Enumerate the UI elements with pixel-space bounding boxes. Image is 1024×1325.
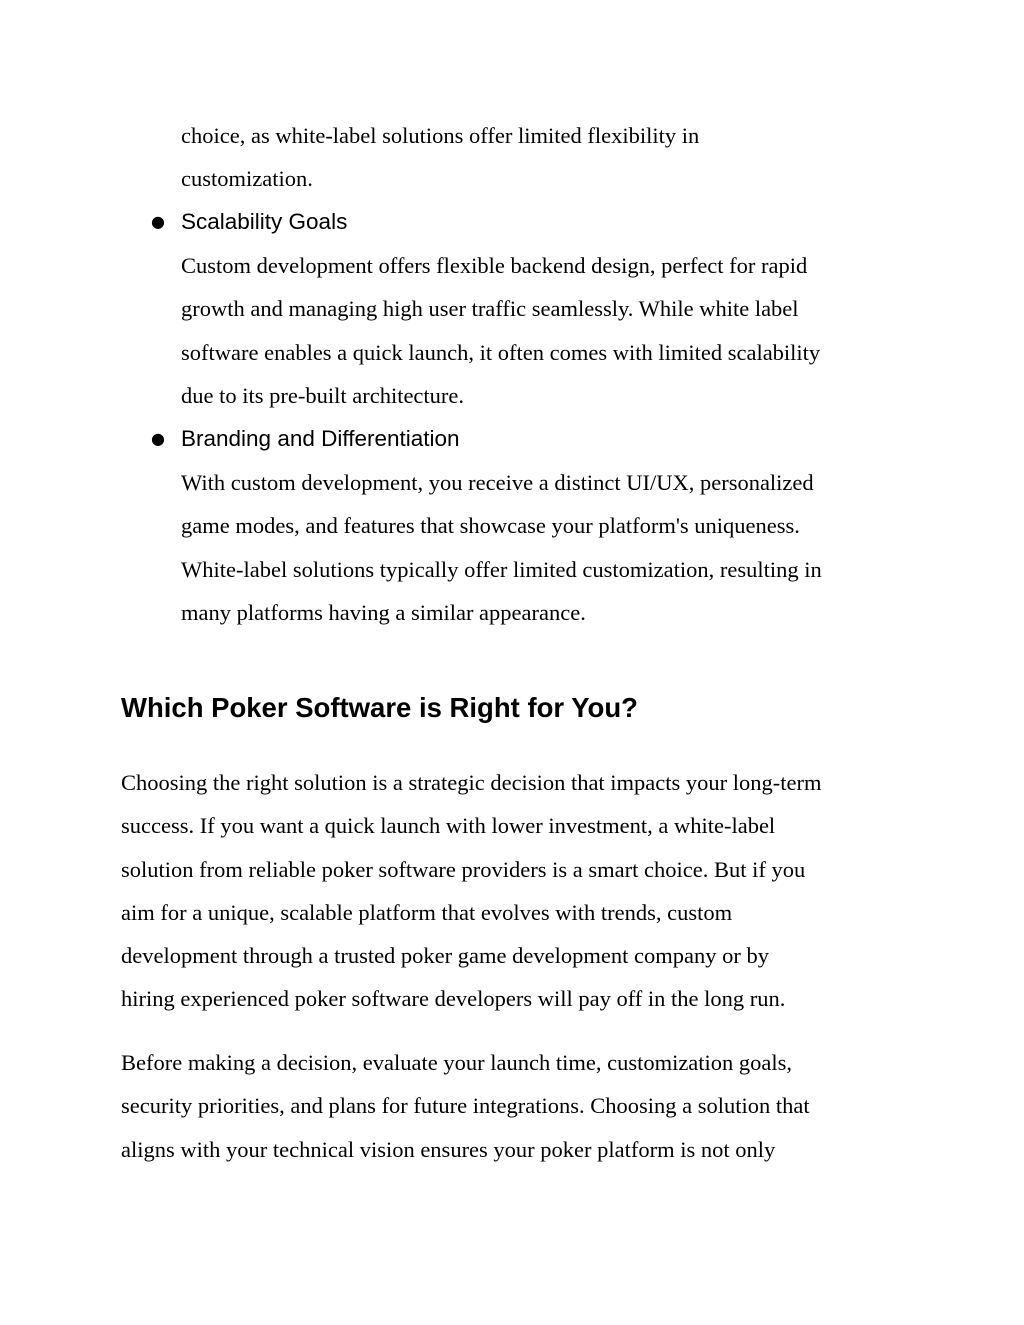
text-line: With custom development, you receive a distinct UI/UX, personalized — [181, 470, 814, 495]
text-line: success. If you want a quick launch with lower investment, a white-label — [121, 813, 776, 839]
text-line: due to its pre-built architecture. — [181, 382, 465, 408]
text-line: hiring experienced poker software developers will pay off in the long run. — [121, 986, 786, 1012]
section-heading: Which Poker Software is Right for You? — [121, 692, 638, 723]
bullet-title: Scalability Goals — [181, 209, 348, 234]
text-line: software enables a quick launch, it often comes with limited scalability — [181, 339, 821, 365]
text-line: Before making a decision, evaluate your launch time, customization goals, — [121, 1050, 793, 1075]
text-line: choice, as white-label solutions offer limited flexibility in — [181, 123, 700, 148]
text-line: White-label solutions typically offer limited customization, resulting in — [181, 556, 822, 582]
text-line: Choosing the right solution is a strategic decision that impacts your long-term — [121, 770, 822, 795]
bullet-title: Branding and Differentiation — [181, 426, 460, 451]
paragraph-before-decision — [121, 1041, 921, 1171]
text-line: security priorities, and plans for future integrations. Choosing a solution that — [121, 1093, 810, 1119]
bullet-icon: ● — [151, 212, 165, 231]
text-line: game modes, and features that showcase your platform's uniqueness. — [181, 513, 800, 539]
bullet-body — [181, 461, 921, 634]
bullet-icon: ● — [151, 429, 165, 448]
text-line: development through a trusted poker game development company or by — [121, 943, 769, 969]
text-line: customization. — [181, 166, 313, 192]
text-line: solution from reliable poker software providers is a smart choice. But if you — [121, 856, 806, 882]
text-line: growth and managing high user traffic seamlessly. While white label — [181, 296, 799, 322]
text-line: many platforms having a similar appearance. — [181, 599, 586, 625]
paragraph-choosing-solution — [121, 761, 921, 1021]
text-line: aim for a unique, scalable platform that evolves with trends, custom — [121, 899, 733, 925]
bullet-body — [181, 244, 921, 417]
text-line: Custom development offers flexible backend design, perfect for rapid — [181, 253, 808, 278]
continuation-text — [181, 114, 941, 201]
text-line: aligns with your technical vision ensures your poker platform is not only — [121, 1136, 776, 1162]
